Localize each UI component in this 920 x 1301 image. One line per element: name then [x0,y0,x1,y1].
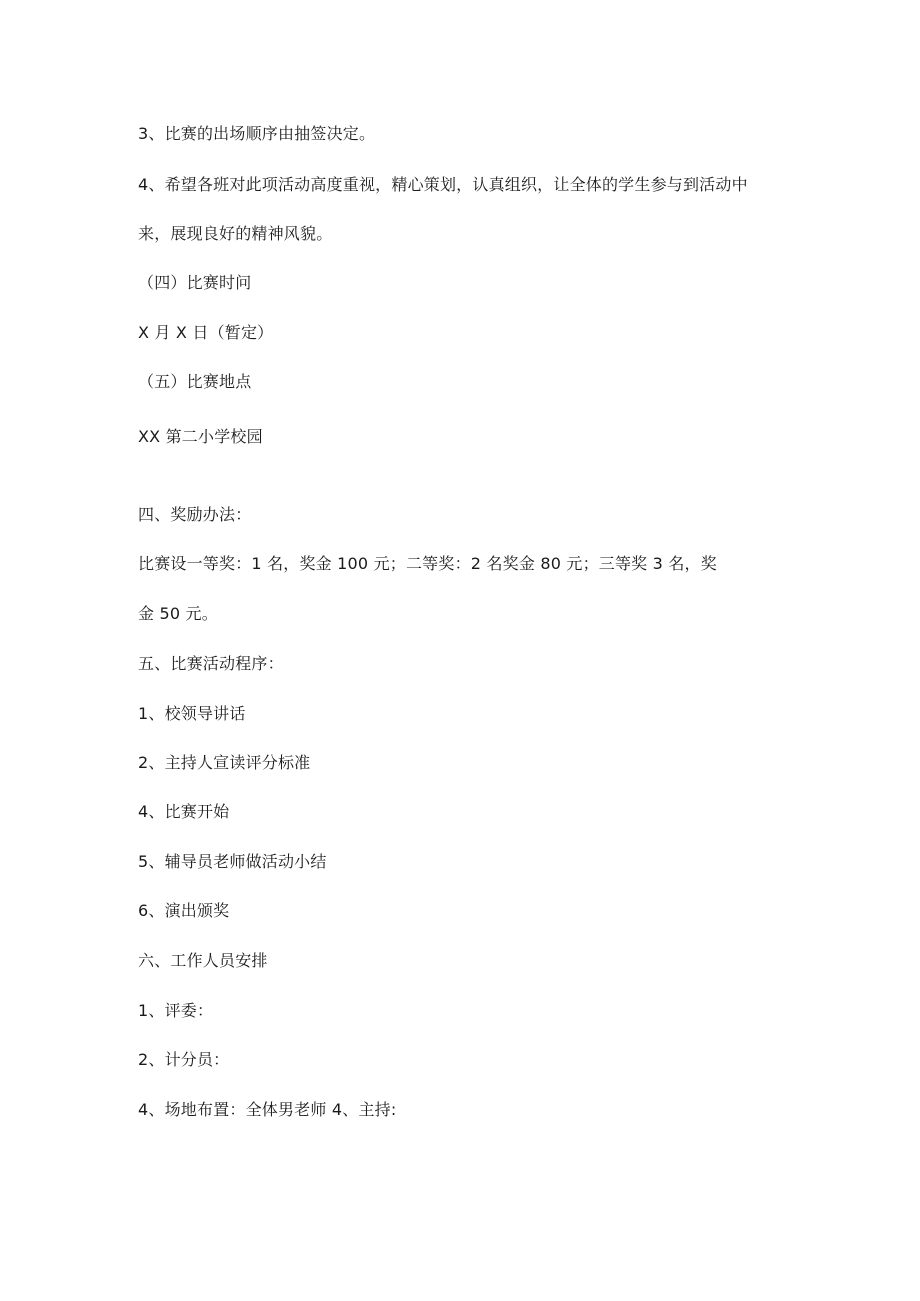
list-item: 2、计分员： [138,1050,230,1069]
list-item: 5、辅导员老师做活动小结 [138,852,327,871]
text-line: 4、希望各班对此项活动高度重视，精心策划，认真组织，让全体的学生参与到活动中 [138,175,748,194]
section-heading: （四）比赛时问 [138,273,252,292]
list-item: 1、校领导讲话 [138,704,246,723]
list-item: 4、场地布置：全体男老师 4、主持: [138,1100,397,1119]
list-item: 6、演出颁奖 [138,901,230,920]
text-line: 3、比赛的出场顺序由抽签决定。 [138,124,376,143]
text-line: 来，展现良好的精神风貌。 [138,224,333,243]
section-heading: 四、奖励办法： [138,505,252,524]
text-line: 比赛设一等奖：1 名，奖金 100 元；二等奖：2 名奖金 80 元；三等奖 3 名，奖 [138,554,717,573]
list-item: 4、比赛开始 [138,802,230,821]
section-heading: （五）比赛地点 [138,372,252,391]
section-heading: 五、比赛活动程序： [138,654,284,673]
text-line: XX 第二小学校园 [138,427,263,446]
text-line: X 月 X 日（暂定） [138,323,274,342]
section-heading: 六、工作人员安排 [138,951,268,970]
list-item: 1、评委： [138,1001,214,1020]
text-line: 金 50 元。 [138,604,218,623]
list-item: 2、主持人宣读评分标准 [138,753,311,772]
